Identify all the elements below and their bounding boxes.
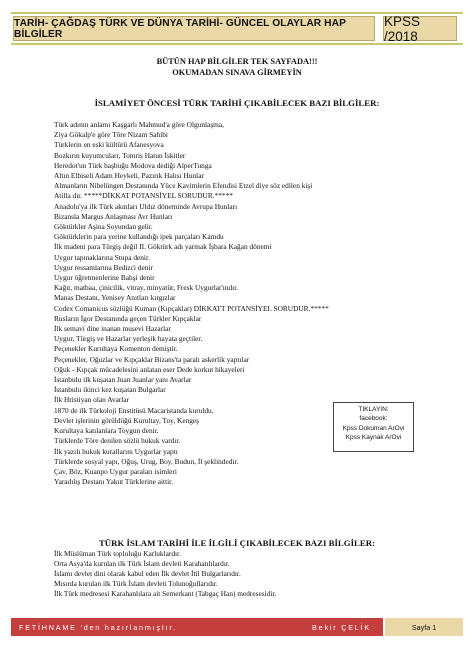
list-item: Türklerde sosyal yapı, Oğuş, Urug, Boy, Budun, İl şeklindedir. <box>54 456 239 466</box>
list-item: İlk Hristiyan olan Avarlar <box>54 395 130 405</box>
list-item: Uygur öğretmenlerine Bahşi denir <box>54 273 155 283</box>
list-item: Yaradılış Destanı Yakut Türklerine aittir. <box>54 477 174 487</box>
list-item: Oğuk - Kıpçak mücadelesini anlatan eser Dede korkut hikayeleri <box>54 364 245 374</box>
list-item: Uygur tapınaklarına Stupa denir. <box>54 252 150 262</box>
list-item: Göktürkler Aşina Soyundan gelir. <box>54 222 153 232</box>
list-item: Atilla dır. *****DİKKAT POTANSİYEL SORUDUR.***** <box>54 191 233 201</box>
list-item: İlk yazılı hukuk kurallarını Uygurlar yaptı <box>54 446 178 456</box>
list-item: İlk Türk medresesi Karahanlılara ait Semerkant (Tabgaç Han) medresesidir. <box>54 588 277 598</box>
list-item: Manas Destanı, Yenisey Anıtları kırgızlar <box>54 293 176 303</box>
list-item: Almanların Nibelüngen Destanında Yüce Kavimlerin Efendisi Etzel diye söz edilen kişi <box>54 181 313 191</box>
list-item: Türklerin en eski kültürü Afanesyova <box>54 140 164 150</box>
list-item: Bozkırın kuyumcuları, Tomris Hatun İskitler <box>54 150 186 160</box>
header-title: TARİH- ÇAĞDAŞ TÜRK VE DÜNYA TARİHİ- GÜNCEL OLAYLAR HAP BİLGİLER <box>13 16 375 41</box>
list-item: Heredot'un Türk başbuğu Modova dediği AlperTunga <box>54 160 212 170</box>
list-item: Ziya Gökalp'e göre Töre Nizam Sahibi <box>54 130 168 140</box>
list-item: 1870 de ilk Türkoloji Enstitüsü Macaristanda kuruldu. <box>54 405 214 415</box>
list-item: Türklerde Töre denilen sözlü hukuk vardır. <box>54 436 181 446</box>
list-item: Göktürklerin para yerine kullandığı ipek parçaları Kamdu <box>54 232 224 242</box>
tikla-line-2: facebook: <box>359 415 388 423</box>
turkish-islamic-list <box>54 549 414 599</box>
page-footer <box>11 618 463 636</box>
list-item: Uygur ressamlarına Bedizci denir <box>54 262 153 272</box>
list-item: Kağıt, matbaa, çinicilik, vitray, minyatür, Fresk Uygurlar'ındır. <box>54 283 239 293</box>
list-item: Çav, Böz, Kuanpo Uygur paraları isimleri <box>54 466 177 476</box>
list-item: Devlet işlerinin görüldüğü Kurultay, Toy, Kengeş <box>54 415 200 425</box>
list-item: Codex Comanicus sözlüğü Kuman (Kıpçaklar) DİKKATT POTANSİYEL SORUDUR.***** <box>54 303 329 313</box>
tikla-line-1: TIKLAYIN: <box>358 406 389 413</box>
list-item: Bizansla Margus Anlaşması Avr Hunları <box>54 211 173 221</box>
list-item: Rusların İgor Destanında geçen Türkler Kıpçaklar <box>54 313 202 323</box>
intro-block <box>0 56 474 78</box>
section-title-turkish-islamic: TÜRK İSLAM TARİHİ İLE İLGİLİ ÇIKABİLECEK BAZI BİLGİLER: <box>98 538 376 548</box>
list-item: Mısırda kurulan ilk Türk İslam devleti Tolunoğullarıdır. <box>54 578 218 588</box>
facebook-page-link-2[interactable]: Kpss Kaynak ArOvi <box>345 433 402 441</box>
list-item: Peçenekler, Oğuzlar ve Kıpçaklar Bizans'ta paralı askerlik yaptılar <box>54 354 250 364</box>
list-item: Uygur, Türgiş ve Hazarlar yerleşik hayata geçtiler. <box>54 334 203 344</box>
page-header <box>11 12 463 45</box>
section-title-pre-islamic: İSLAMİYET ÖNCESİ TÜRK TARİHİ ÇIKABİLECEK BAZI BİLGİLER: <box>94 98 380 108</box>
list-item: İlk semavi dine inanan musevi Hazarlar <box>54 324 171 334</box>
footer-source: FETİHNAME 'den hazırlanmıştır. <box>19 622 178 632</box>
list-item: İslamı devlet dini olarak kabul eden İlk devlet İtil Bulgarlarıdır. <box>54 568 241 578</box>
list-item: İlk madeni para Türgiş değil II. Göktürk adı yarmak İşbara Kağan dönemi <box>54 242 272 252</box>
list-item: Anadolu'ya ilk Türk akınları Uldız döneminde Avrupa Hunları <box>54 201 238 211</box>
list-item: Türk adının anlamı Kaşgarlı Mahmud'a göre Olgunlaşma, <box>54 120 224 129</box>
facebook-link-box[interactable] <box>333 402 414 452</box>
intro-line-1: BÜTÜN HAP BİLGİLER TEK SAYFADA!!! <box>156 57 318 66</box>
list-item: İlk Müslüman Türk topluluğu Karluklardır. <box>54 549 181 558</box>
page-number: Sayfa 1 <box>385 618 463 636</box>
intro-line-2: OKUMADAN SINAVA GİRMEYİN <box>172 68 302 77</box>
list-item: İstanbulu ilk kuşatan Juan Juanlar yanı Avarlar <box>54 375 192 385</box>
facebook-page-link-1[interactable]: Kpss Dokuman ArOvi <box>342 424 405 432</box>
list-item: Orta Asya'da kurulan ilk Türk İslam devleti Karahanlılardır. <box>54 558 230 568</box>
list-item: Altın Elbiseli Adam Heykeli, Pazırık Halısı Hunlar <box>54 171 204 181</box>
header-badge: KPSS /2018 <box>383 16 457 41</box>
list-item: Peçenekler Kurultaya Komenton demiştir. <box>54 344 178 354</box>
footer-author: Bekir ÇELİK <box>312 622 371 632</box>
list-item: Kurultaya katılanlara Toygun denir. <box>54 426 159 436</box>
list-item: İstanbulu ikinci kez kuşatan Bulgarlar <box>54 385 166 395</box>
